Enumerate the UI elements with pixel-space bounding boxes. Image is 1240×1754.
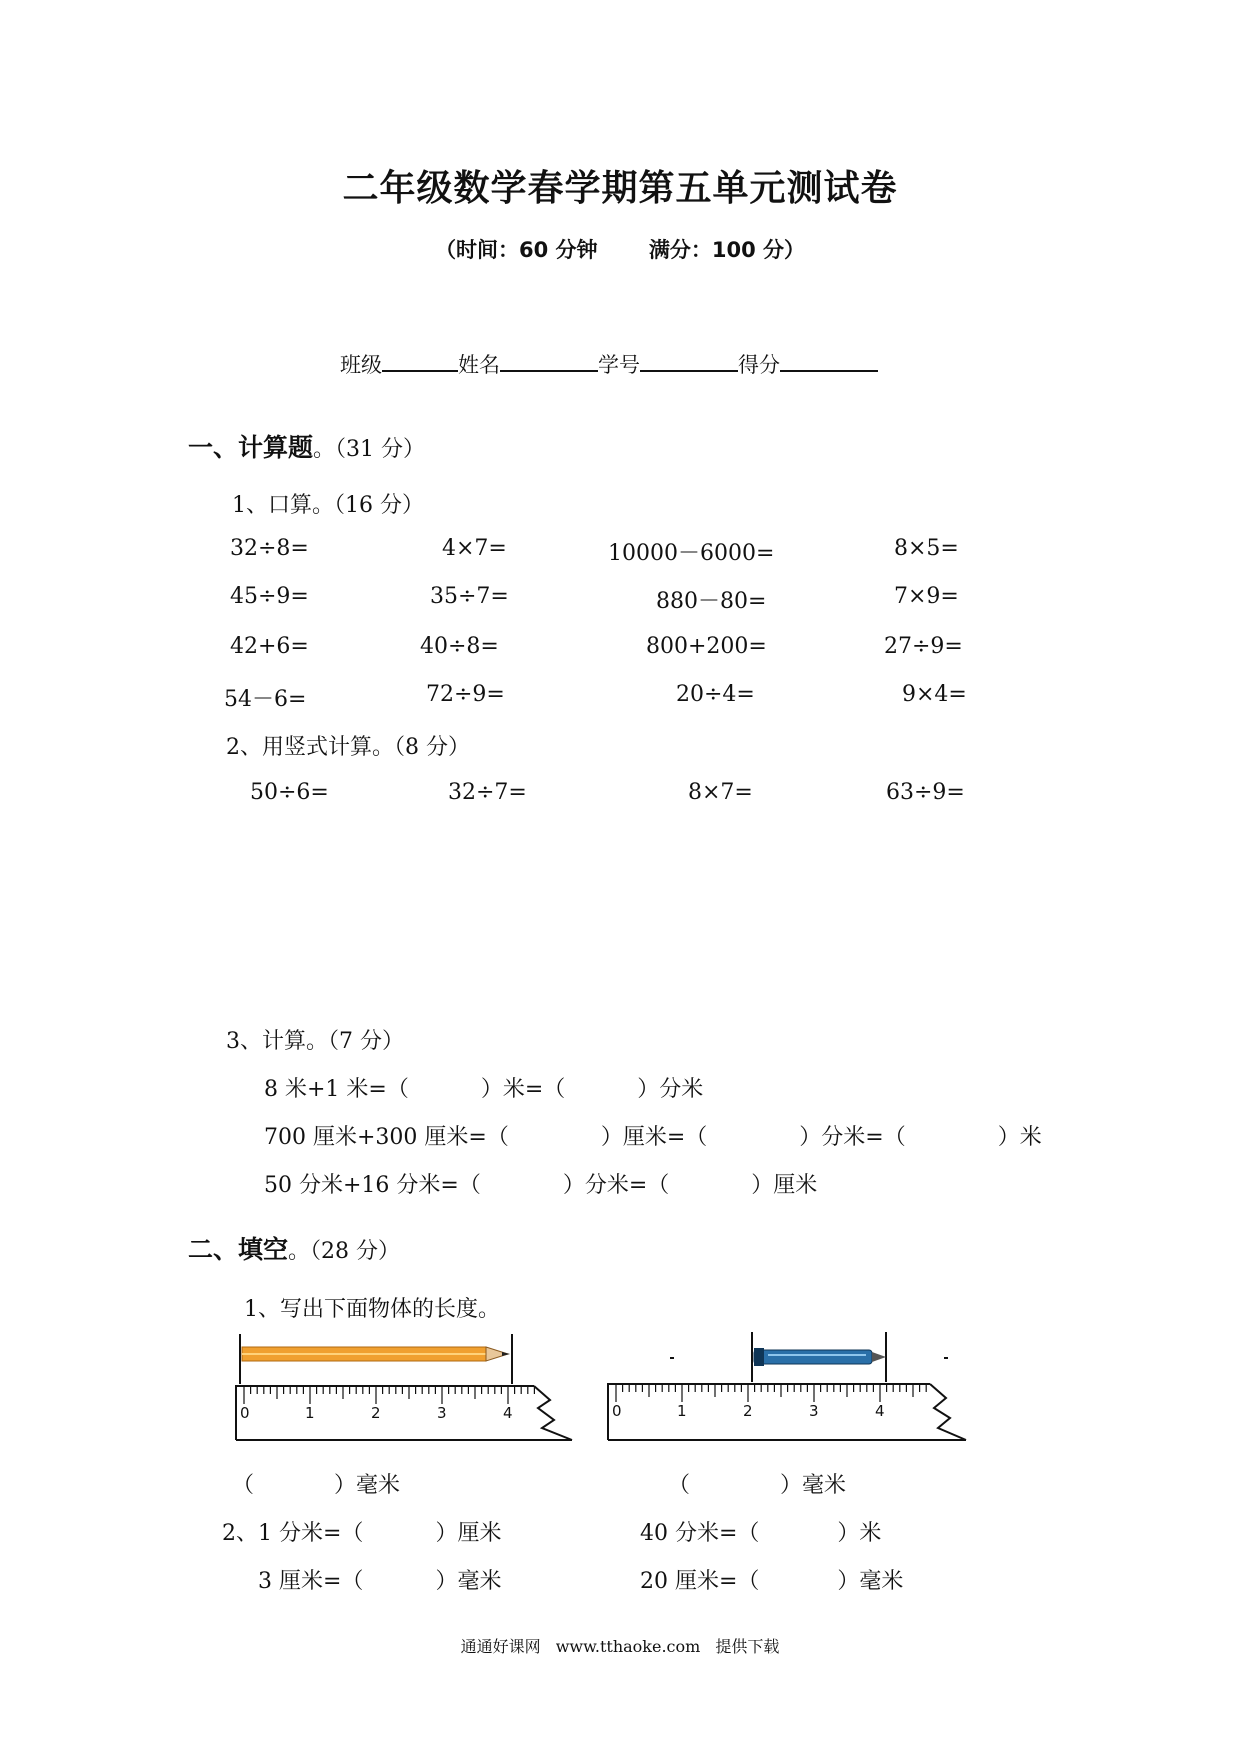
unit-calc-line-3: 50 分米+16 分米=（ ）分米=（ ）厘米 [264, 1173, 818, 1198]
q1-3-label: 3、计算。（7 分） [226, 1029, 404, 1054]
mental-calc-item: 27÷9= [884, 634, 963, 659]
ruler-number: 2 [371, 1404, 381, 1422]
unit-calc-line-1: 8 米+1 米=（ ）米=（ ）分米 [264, 1077, 704, 1102]
mental-calc-item: 9×4= [902, 682, 967, 707]
class-blank[interactable] [382, 348, 458, 372]
q2-1-label: 1、写出下面物体的长度。 [244, 1297, 500, 1322]
mental-calc-item: 35÷7= [430, 584, 509, 609]
unit-calc-line-2: 700 厘米+300 厘米=（ ）厘米=（ ）分米=（ ）米 [264, 1125, 1042, 1150]
section-1-heading [188, 428, 425, 464]
number-label: 学号 [598, 353, 640, 377]
ruler-number: 4 [875, 1402, 885, 1420]
section-2-title: 填空 [238, 1235, 289, 1264]
student-info-row [340, 348, 878, 379]
score-label: 得分 [738, 353, 780, 377]
full-score: 满分：100 分） [648, 238, 805, 262]
name-blank[interactable] [500, 348, 598, 372]
page-footer [0, 1634, 1240, 1657]
ruler-ticks [616, 1384, 926, 1402]
mental-calc-item: 40÷8= [420, 634, 499, 659]
section-1-number: 一、 [188, 433, 239, 462]
mental-calc-item: 54－6= [224, 687, 307, 712]
mental-calc-item: 7×9= [894, 584, 959, 609]
number-blank[interactable] [640, 348, 738, 372]
footer-url[interactable]: www.tthaoke.com [555, 1637, 701, 1656]
vertical-calc-item: 50÷6= [250, 780, 329, 805]
footer-note: 提供下载 [715, 1637, 780, 1656]
time-limit: （时间：60 分钟 [434, 238, 598, 262]
ruler-left [236, 1386, 572, 1440]
class-label: 班级 [340, 353, 382, 377]
mental-calc-item: 45÷9= [230, 584, 309, 609]
ruler-ticks [244, 1386, 534, 1404]
page-title: 二年级数学春学期第五单元测试卷 [342, 168, 898, 209]
mental-calc-item: 4×7= [442, 536, 507, 561]
section-2-heading [188, 1230, 400, 1266]
section-1-points: 。（31 分） [313, 437, 426, 462]
ruler-number: 3 [437, 1404, 447, 1422]
ruler-number: 3 [809, 1402, 819, 1420]
mental-calc-item: 42+6= [230, 634, 309, 659]
mental-calc-item: 72÷9= [426, 682, 505, 707]
ruler-pencil-figure [232, 1328, 592, 1446]
conversion-item: 1 分米=（ ）厘米 [258, 1521, 502, 1546]
ruler-number: 1 [305, 1404, 315, 1422]
section-2-points: 。（28 分） [288, 1239, 401, 1264]
mental-calc-item: 880－80= [656, 589, 767, 614]
exam-meta [0, 234, 1240, 264]
ruler-number: 1 [677, 1402, 687, 1420]
pen-image [754, 1348, 886, 1366]
ruler-number: 0 [612, 1402, 622, 1420]
mental-calc-item: 800+200= [646, 634, 767, 659]
ruler-right [608, 1384, 966, 1440]
length-answer-left: （ ）毫米 [232, 1473, 401, 1498]
footer-site-name: 通通好课网 [460, 1637, 541, 1656]
score-blank[interactable] [780, 348, 878, 372]
vertical-calc-item: 8×7= [688, 780, 753, 805]
conversion-item: 3 厘米=（ ）毫米 [258, 1569, 502, 1594]
vertical-calc-item: 63÷9= [886, 780, 965, 805]
mental-calc-item: 32÷8= [230, 536, 309, 561]
q1-1-label: 1、口算。（16 分） [232, 493, 424, 518]
length-answer-right: （ ）毫米 [668, 1473, 847, 1498]
conversion-item: 40 分米=（ ）米 [640, 1521, 882, 1546]
conversion-item: 20 厘米=（ ）毫米 [640, 1569, 904, 1594]
ruler-pen-figure [604, 1322, 984, 1446]
section-2-number: 二、 [188, 1235, 239, 1264]
ruler-number: 0 [240, 1404, 250, 1422]
mental-calc-item: 10000－6000= [608, 541, 775, 566]
pencil-image [242, 1347, 510, 1361]
mental-calc-item: 8×5= [894, 536, 959, 561]
ruler-number: 2 [743, 1402, 753, 1420]
ruler-number: 4 [503, 1404, 513, 1422]
q2-2-label: 2、 [222, 1521, 258, 1546]
name-label: 姓名 [458, 353, 500, 377]
vertical-calc-item: 32÷7= [448, 780, 527, 805]
mental-calc-item: 20÷4= [676, 682, 755, 707]
q1-2-label: 2、用竖式计算。（8 分） [226, 735, 470, 760]
section-1-title: 计算题 [238, 433, 314, 462]
